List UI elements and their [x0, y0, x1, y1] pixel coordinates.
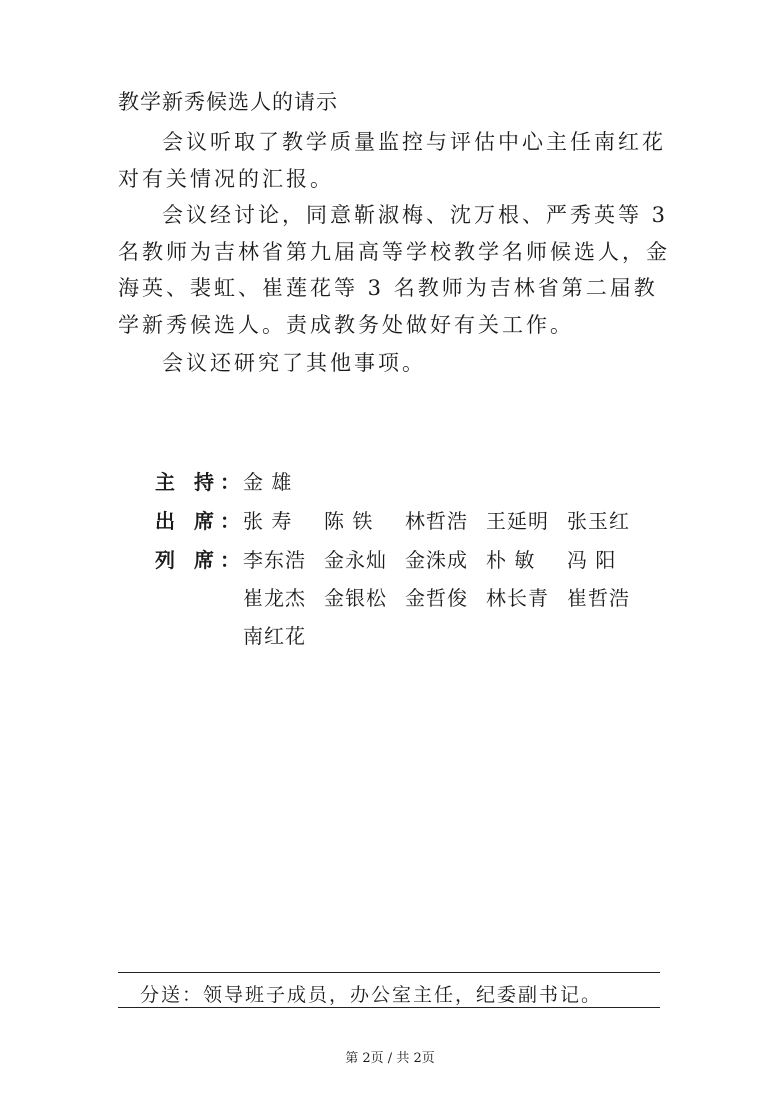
distribution-line: 分送：领导班子成员，办公室主任，纪委副书记。 — [140, 984, 603, 1006]
attend-name: 金洙成 — [405, 548, 468, 572]
distribution-bottom-rule — [118, 1007, 660, 1008]
host-names — [243, 463, 663, 501]
present-name: 张 寿 — [243, 509, 293, 533]
host-name: 金 雄 — [243, 470, 293, 494]
present-name: 林哲浩 — [405, 509, 468, 533]
present-name: 张玉红 — [567, 509, 630, 533]
paragraph-report: 会议听取了教学质量监控与评估中心主任南红花对有关情况的汇报。 — [118, 130, 666, 191]
attend-name: 金银松 — [324, 586, 387, 610]
host-label: 主 持： — [155, 470, 246, 494]
attend-names — [243, 541, 663, 655]
attend-name: 金哲俊 — [405, 586, 468, 610]
present-row — [155, 502, 663, 540]
paragraph-decision: 会议经讨论，同意靳淑梅、沈万根、严秀英等 3 名教师为吉林省第九届高等学校教学名师候选人，金海英、裴虹、崔莲花等 3 名教师为吉林省第二届教学新秀候选人。责成教务处做好有关工作。 — [118, 203, 670, 337]
present-name: 王延明 — [486, 509, 549, 533]
paragraph-other: 会议还研究了其他事项。 — [162, 351, 426, 375]
page-number-footer: 第 2页 / 共 2页 — [345, 1051, 435, 1066]
attend-name: 金永灿 — [324, 548, 387, 572]
attend-row — [155, 541, 663, 655]
attend-name: 李东浩 — [243, 548, 306, 572]
present-names — [243, 502, 663, 540]
attend-name: 南红花 — [243, 624, 306, 648]
attend-name: 朴 敏 — [486, 548, 536, 572]
host-row — [155, 463, 663, 501]
attend-name: 崔龙杰 — [243, 586, 306, 610]
attend-name: 冯 阳 — [567, 548, 617, 572]
present-name: 陈 铁 — [324, 509, 374, 533]
attend-name: 崔哲浩 — [567, 586, 630, 610]
distribution-top-rule — [118, 972, 660, 973]
attend-name: 林长青 — [486, 586, 549, 610]
present-label: 出 席： — [155, 509, 246, 533]
attend-label: 列 席： — [155, 548, 246, 572]
section-heading: 教学新秀候选人的请示 — [118, 90, 338, 114]
